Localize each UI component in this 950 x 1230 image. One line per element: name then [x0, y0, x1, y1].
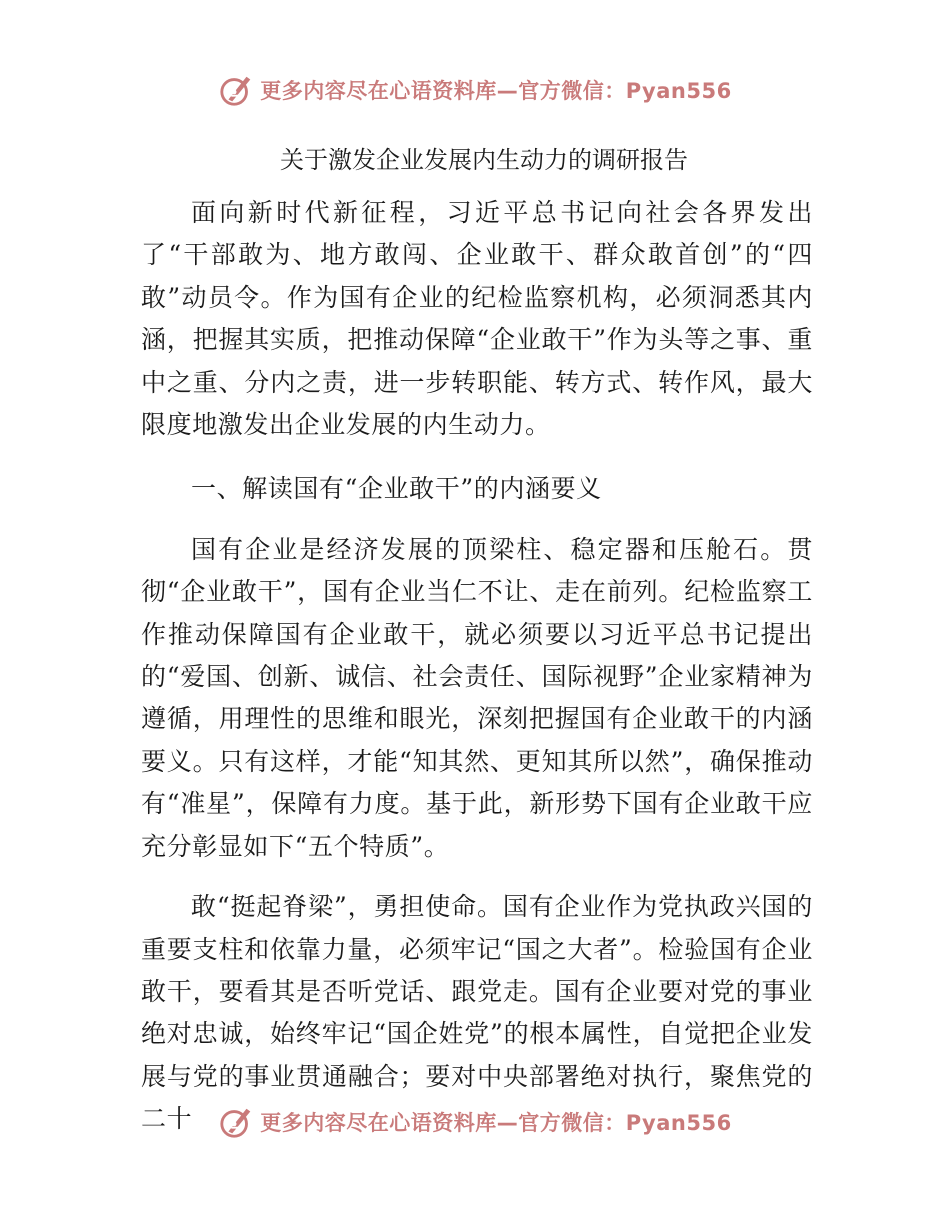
paragraph-intro: 面向新时代新征程，习近平总书记向社会各界发出了“干部敢为、地方敢闯、企业敢干、群众敢首创”的“四敢”动员令。作为国有企业的纪检监察机构，必须洞悉其内涵，把握其实质，把推动保障“企业敢干”作为头等之事、重中之重、分内之责，进一步转职能、转方式、转作风，最大限度地激发出企业发展的内生动力。: [141, 198, 813, 440]
paragraph-backbone: 敢“挺起脊梁”，勇担使命。国有企业作为党执政兴国的重要支柱和依靠力量，必须牢记“国之大者”。检验国有企业敢干，要看其是否听党话、跟党走。国有企业要对党的事业绝对忠诚，始终牢记“国企姓党”的根本属性，自觉把企业发展与党的事业贯通融合；要对中央部署绝对执行，聚焦党的二十: [141, 892, 813, 1134]
watermark-banner-top: [0, 68, 950, 112]
paragraph-section1-body: 国有企业是经济发展的顶梁柱、稳定器和压舱石。贯彻“企业敢干”，国有企业当仁不让、走在前列。纪检监察工作推动保障国有企业敢干，就必须要以习近平总书记提出的“爱国、创新、诚信、社会责任、国际视野”企业家精神为遵循，用理性的思维和眼光，深刻把握国有企业敢干的内涵要义。只有这样，才能“知其然、更知其所以然”，确保推动有“准星”，保障有力度。基于此，新形势下国有企业敢干应充分彰显如下“五个特质”。: [141, 534, 813, 861]
quill-pen-logo-icon: [218, 71, 256, 109]
watermark-text-bottom: 更多内容尽在心语资料库—官方微信：Pyan556: [260, 1111, 732, 1135]
quill-pen-logo-icon: [218, 1103, 256, 1141]
section-heading-1: 一、解读国有“企业敢干”的内涵要义: [191, 474, 602, 504]
watermark-text-top: 更多内容尽在心语资料库—官方微信：Pyan556: [260, 79, 732, 103]
document-title: 关于激发企业发展内生动力的调研报告: [280, 146, 688, 174]
document-body: [141, 140, 813, 1141]
watermark-banner-bottom: [0, 1100, 950, 1144]
